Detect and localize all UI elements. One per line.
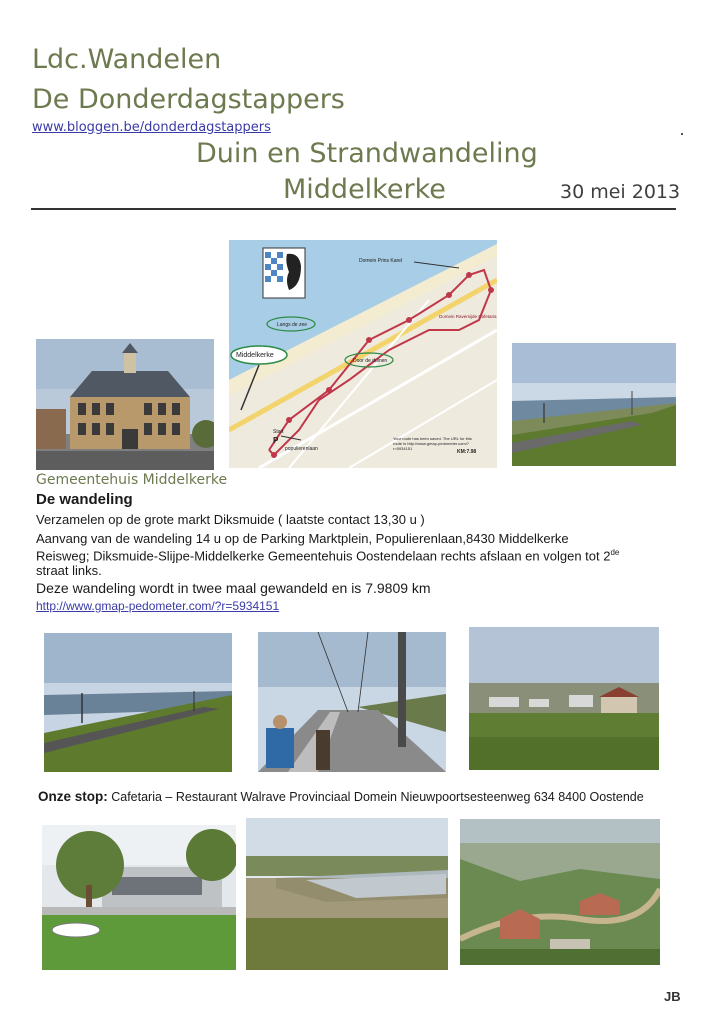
scan-speck [681, 133, 683, 135]
map-label-langs-zee: Langs de zee [277, 322, 308, 328]
town-hall-photo [36, 339, 214, 470]
blog-link[interactable]: www.bloggen.be/donderdagstappers [32, 120, 271, 135]
cafetaria-photo [42, 825, 236, 970]
walk-meeting-point: Verzamelen op de grote markt Diksmuide ( laatste contact 13,30 u ) [36, 512, 425, 527]
group-name: De Donderdagstappers [32, 84, 345, 115]
aerial-domain-photo [460, 819, 660, 965]
tram-track-photo [258, 632, 446, 772]
walk-date: 30 mei 2013 [560, 181, 681, 203]
coast-photo-1 [512, 343, 676, 466]
walk-start-info: Aanvang van de wandeling 14 u op de Parking Marktplein, Populierenlaan,8430 Middelkerke [36, 531, 569, 546]
reed-pond-photo [246, 818, 448, 970]
map-distance: KM:7.98 [457, 449, 477, 455]
walk-title: Duin en Strandwandeling [196, 138, 538, 169]
route-map [229, 240, 497, 468]
map-label-street: populierenlaan [285, 446, 318, 452]
map-label-middelkerke: Middelkerke [236, 352, 274, 359]
header-divider [31, 208, 676, 210]
map-saved-note: Your route has been saved. The URL for this route is http://www.gmap-pedometer.com/?r=5934151 [393, 436, 472, 451]
org-name: Ldc.Wandelen [32, 44, 222, 75]
dunes-village-photo [469, 627, 659, 770]
walk-location: Middelkerke [283, 174, 446, 205]
walk-route-directions-cont: straat links. [36, 563, 102, 578]
map-label-door-duinen: Door de duinen [353, 358, 388, 364]
walk-heading: De wandeling [36, 491, 133, 508]
map-label-parking: P [273, 436, 279, 445]
route-link[interactable]: http://www.gmap-pedometer.com/?r=5934151 [36, 599, 280, 613]
beach-dike-photo [44, 633, 232, 772]
walk-distance: Deze wandeling wordt in twee maal gewandeld en is 7.9809 km [36, 580, 431, 596]
walk-route-directions: Reisweg; Diksmuide-Slijpe-Middelkerke Gemeentehuis Oostendelaan rechts afslaan en volgen tot 2de [36, 548, 620, 564]
stop-info: Onze stop: Cafetaria – Restaurant Walrave Provinciaal Domein Nieuwpoortsesteenweg 634 8400 Oostende [38, 789, 644, 804]
map-label-raversijde: Domein Raversijde Cafetaria [439, 314, 497, 319]
map-label-start: Start [273, 429, 284, 435]
author-initials: JB [664, 989, 681, 1004]
map-label-domein: Domein Prins Karel [359, 258, 403, 264]
town-hall-caption: Gemeentehuis Middelkerke [36, 472, 228, 488]
